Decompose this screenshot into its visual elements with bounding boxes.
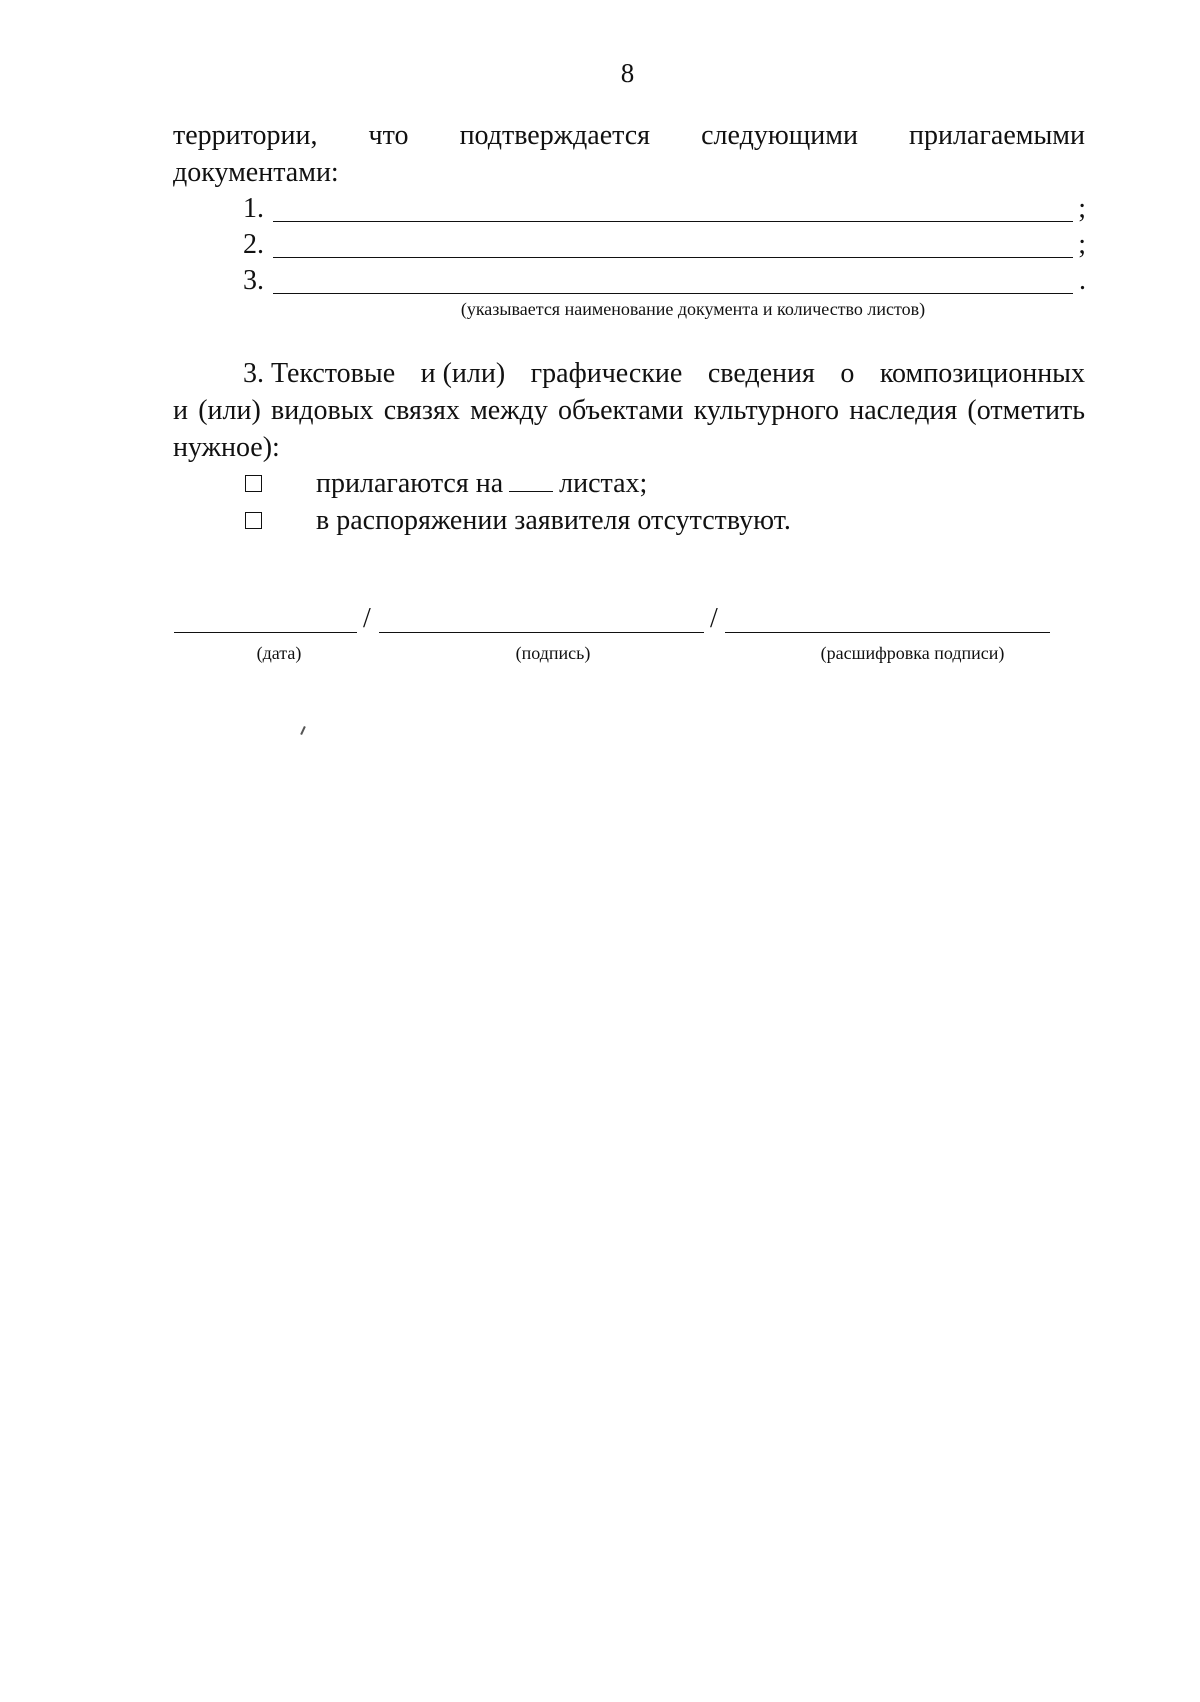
intro-line-1: [173, 118, 1085, 154]
decoding-caption: (расшифровка подписи): [820, 643, 1005, 663]
document-blank-line-2[interactable]: [273, 257, 1073, 258]
checkbox-absent[interactable]: [245, 512, 262, 529]
document-item-1: [243, 192, 1086, 226]
section3-word: о: [840, 358, 855, 389]
signature-caption: (подпись): [515, 643, 591, 663]
document-item-2: [243, 228, 1086, 262]
date-blank-line[interactable]: [174, 632, 357, 633]
document-item-number: 3.: [243, 265, 264, 296]
intro-word: территории,: [173, 120, 318, 151]
document-item-ending: ;: [1078, 229, 1086, 260]
document-blank-line-1[interactable]: [273, 221, 1073, 222]
option-absent-label: в распоряжении заявителя отсутствуют.: [316, 505, 791, 536]
document-item-ending: ;: [1078, 193, 1086, 224]
document-item-number: 2.: [243, 229, 264, 260]
option-attached-suffix: листах;: [559, 468, 648, 499]
scan-speck: [300, 726, 306, 735]
document-item-number: 1.: [243, 193, 264, 224]
sheet-count-blank[interactable]: [509, 467, 553, 492]
section3-word: и (или): [420, 358, 506, 389]
date-caption: (дата): [256, 643, 302, 663]
document-blank-line-3[interactable]: [273, 293, 1073, 294]
option-attached-text: [316, 466, 647, 502]
section3-line-3: нужное):: [173, 432, 280, 463]
intro-line-2: документами:: [173, 157, 339, 188]
section3-line-2: и (или) видовых связях между объектами культурного наследия (отметить: [173, 395, 1085, 426]
separator-slash: /: [363, 603, 371, 634]
section3-word: 3. Текстовые: [243, 358, 396, 389]
section3-word: графические: [530, 358, 683, 389]
intro-word: что: [368, 120, 409, 151]
decoding-blank-line[interactable]: [725, 632, 1050, 633]
section3-line-1: [243, 356, 1085, 392]
intro-word: подтверждается: [459, 120, 651, 151]
documents-caption: (указывается наименование документа и количество листов): [460, 299, 926, 319]
document-item-ending: .: [1079, 265, 1086, 296]
checkbox-attached[interactable]: [245, 475, 262, 492]
separator-slash: /: [710, 603, 718, 634]
intro-word: следующими: [701, 120, 858, 151]
page-number: 8: [620, 58, 635, 88]
signature-blank-line[interactable]: [379, 632, 704, 633]
option-attached-label: прилагаются на: [316, 468, 504, 499]
document-item-3: [243, 264, 1086, 298]
intro-word: прилагаемыми: [909, 120, 1085, 151]
section3-word: сведения: [707, 358, 815, 389]
section3-word: композиционных: [879, 358, 1085, 389]
